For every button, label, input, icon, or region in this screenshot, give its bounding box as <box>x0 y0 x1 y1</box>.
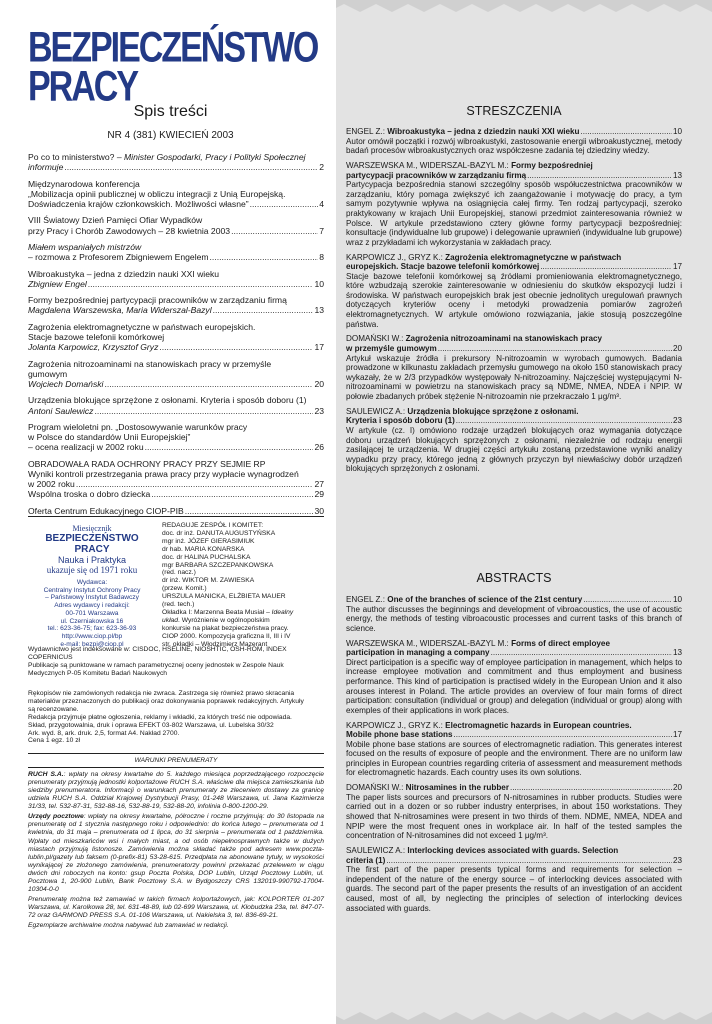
toc-text: OBRADOWAŁA RADA OCHRONY PRACY PRZY SEJMIE RP <box>28 458 266 469</box>
divider <box>28 753 324 754</box>
entry-abstract: The first part of the paper presents typical forms and requirements for selection – independent of the nature of the energy source – of interlocking devices associated with guards. The second part of the paper presents the results of an investigation of an accident caused, most of all, by neglecting the principles of selection of interlocking devices associated with guards. <box>346 865 682 913</box>
abstract-entry[interactable] <box>346 639 682 716</box>
toc-text: Wibroakustyka – jedna z dziedzin nauki XXI wieku <box>28 268 220 279</box>
toc-text: – ocena realizacji w 2002 roku <box>28 442 144 453</box>
entry-title: partycypacji pracowników w zarządzaniu firmą <box>346 170 527 180</box>
subscription-heading: WARUNKI PRENUMERATY <box>134 757 218 764</box>
entry-title: Wibroakustyka – jedna z dziedzin nauki XXI wieku <box>387 127 580 136</box>
toc-text: informuje <box>28 162 64 173</box>
contents-title: Spis treści <box>133 103 208 120</box>
editorial-line: Okładka I: Marzenna Beata Musiał – <box>162 608 272 616</box>
subscription-paragraph <box>28 813 324 894</box>
subscription-text: : wpłaty na okresy kwartalne do 5. każdego miesiąca poprzedzającego rozpoczęcie prenumeraty przyjmują jednostki kolportażowe RUCH S.A. właściwe dla miejsca zamieszkania lub siedziby prenumeratora. Informacji o warunkach prenumeraty ze zleceniem dostawy za granicę udziela RUCH S.A. Oddział Krajowej Dystrybucji Prasy, 01-248 Warszawa, ul. Jana Kazimierza 31/33, tel. 532-87-31, 532-88-16, 532-88-19, 532-88-20, infolinia 0-800-1200-29. <box>28 771 324 811</box>
entry-page: 13 <box>672 170 682 180</box>
entry-title: Interlocking devices associated with guards. Selection <box>407 846 619 855</box>
magazine-logo <box>28 24 318 111</box>
entry-page: 23 <box>672 416 682 426</box>
toc-page: 30 <box>314 505 324 516</box>
editorial-line: (przew. Komit.) <box>162 585 207 593</box>
editorial-line: . Wyróżnienie w ogólnopolskim <box>178 616 270 624</box>
entry-page: 20 <box>672 344 682 354</box>
toc-item[interactable] <box>28 242 324 262</box>
toc-text: Miałem wspaniałych mistrzów <box>28 241 142 252</box>
toc-text: Formy bezpośredniej partycypacji pracowników w zarządzaniu firmą <box>28 295 287 306</box>
toc-author: Antoni Saulewicz <box>28 405 94 416</box>
editorial-line: str. okładki – Włodzimierz Mazerant <box>162 640 268 648</box>
toc-text: Po co to ministerstwo? – <box>28 152 125 162</box>
editorial-line: REDAGUJE ZESPÓŁ I KOMITET: <box>162 522 264 529</box>
imprint-line: Adres wydawcy i redakcji: <box>54 602 130 610</box>
issue-number: NR 4 (381) KWIECIEŃ 2003 <box>107 130 234 141</box>
toc-text: – rozmowa z Profesorem Zbigniewem Engelem <box>28 252 209 263</box>
imprint-line: Nauka i Praktyka <box>57 555 127 565</box>
entry-title: One of the branches of science of the 21st century <box>387 595 583 604</box>
abstracts-list <box>346 595 682 918</box>
remarks-line: Cena 1 egz. 10 zł <box>28 737 81 745</box>
entry-abstract: Direct participation is a specific way of employee participation in management, which helps to increase employee motivation and commitment and thus employment and business performance. This kind of participation is practised widely in the European Union and it also arouses interest in Poland. The article provides an overview of four main forms of direct participation: consultation (individual or group) and delegation (individual or group) along with exemples of their applications in work places. <box>346 657 682 715</box>
toc-text: Zagrożenia elektromagnetyczne w państwach europejskich. <box>28 321 256 332</box>
imprint-line: Wydawca: <box>76 579 108 586</box>
toc-item[interactable] <box>28 422 324 453</box>
divider <box>28 516 324 517</box>
entry-abstract: W artykule (cz. I) omówiono rodzaje urządzeń blokujących oraz wymagania dotyczące doboru urządzeń blokujących sprzężonych z osłonami, niezależnie od rodzaju energii zasilającej te urządzenia. W drugiej części artykułu zostaną przedstawione wyniki analizy wypadku przy pracy, którego jedną z głównych przyczyn był niewłaściwy dobór urządzeń blokujących sprzężonych z osłonami. <box>346 425 682 474</box>
toc-item[interactable] <box>28 269 324 289</box>
imprint-line: ukazuje się od 1971 roku <box>46 565 138 575</box>
entry-abstract: Stacje bazowe telefonii komórkowej są źródłami promieniowania elektromagnetycznego, które wzbudzają szerokie zainteresowanie w odniesieniu do skutków ekspozycji ludzi i środowiska. W państwach europejskich brak jest obecnie jednolitych uregulowań prawnych dotyczących kryteriów oceny i metodyki prowadzenia pomiarów zagrożeń elektromagnetycznych. W artykule omówiono rozwiązania, jakie stosują poszczególne państwa. <box>346 271 682 329</box>
toc-item[interactable] <box>28 215 324 235</box>
editorial-board <box>162 522 328 649</box>
toc-text: Urządzenia blokujące sprzężone z osłonami. Kryteria i sposób doboru (1) <box>28 395 307 406</box>
toc-text: w Polsce do standardów Unii Europejskiej” <box>28 432 191 443</box>
editorial-line: Idealny <box>271 608 294 616</box>
editorial-line: URSZULA MANICKA, ELŻBIETA MAUER <box>162 593 286 601</box>
entry-authors: KARPOWICZ J., GRYZ K.: <box>346 720 446 730</box>
entry-title: Zagrożenia elektromagnetyczne w państwach <box>445 252 622 262</box>
remarks-line: Redakcja przyjmuje płatne ogłoszenia, reklamy i wkładki, za których treść nie odpowiada. <box>28 713 292 721</box>
entry-abstract: Partycypacja bezpośrednia stanowi szczególny sposób współuczestnictwa pracowników w zarządzaniu, który pomaga zwiększyć ich zaangażowanie i motywację do pracy, a tym samym pozytywnie wpływa na osiągnięcia całej firmy. Ten rodzaj partycypacji, szeroko praktykowany w krajach Unii Europejskiej, stanowi przedmiot zainteresowania również w Polsce. W artykule przedstawiono cztery główne formy partycypacji bezpośredniej: konsultacje (indywidualne lub grupowe) i delegowanie uprawnień (indywidualne lub grupowe) wraz z przykładami ich wykorzystania w zakładach pracy. <box>346 180 682 247</box>
abstract-entry[interactable] <box>346 334 682 401</box>
entry-authors: SAULEWICZ A.: <box>346 846 408 855</box>
toc-text: Zagrożenia nitrozoaminami na stanowiskach pracy w przemyśle <box>28 358 272 369</box>
subscription-paragraph <box>28 771 324 811</box>
toc-text: Program wieloletni pn. „Dostosowywanie warunków pracy <box>28 421 248 432</box>
subscription-text: : wpłaty na okresy kwartalne, półroczne i roczne przyjmują: do 30 listopada na prenumeratę od 1 stycznia następnego roku i odpowiednio: do końca lutego – prenumerata od 1 kwietnia, do 31 maja – prenumerata od 1 lipca, do 31 sierpnia – prenumerata od 1 października. Wpłaty od mieszkańców wsi i małych miast, a od osób niepełnosprawnych także w dużych miastach przyjmują listonosze. Zamówienia można składać także pod adresem www.poczta-lublin.pl/gazety lub faksem (0-prefix-81) 53-28-615. Przedpłata na abonowane tytuły, w wysokości wynikającej ze złożonego zamówienia, prenumeratorzy powinni przekazać przelewem w ciągu dwóch dni roboczych na konto: gsup Poczta Polska, DOP Lublin, Urząd Pocztowy Lublin, ul. Pocztowa 1, 20-900 Lublin, Bank Pocztowy S.A. w Bydgoszczy CRS 132019-990792-17004-10304-0-0 <box>28 813 324 894</box>
entry-authors: WARSZEWSKA M., WIDERSZAL-BAZYL M.: <box>346 638 512 648</box>
toc-text: Międzynarodowa konferencja <box>28 178 140 189</box>
indexing-line: COPERNICUS <box>28 653 73 661</box>
editorial-line: doc. dr inż. DANUTA AUGUSTYŃSKA <box>162 529 276 537</box>
imprint-website-link[interactable]: http://www.ciop.pl/bp <box>61 632 123 640</box>
entry-abstract: Mobile phone base stations are sources of electromagnetic radiation. This generates interest focused on the results of exposure of people and the environment. There are no uniform law principles in European countries regarding criteria of assessment and measurement methods for electromagnetic hazards. Each country uses its own solutions. <box>346 739 682 778</box>
entry-title: Urządzenia blokujące sprzężone z osłonami. <box>407 406 579 416</box>
toc-page: 7 <box>319 225 324 236</box>
imprint-line: Centralny Instytut Ochrony Pracy <box>43 586 141 594</box>
entry-page: 17 <box>672 262 682 272</box>
toc-page: 20 <box>314 378 324 389</box>
entry-title: Zagrożenia nitrozoaminami na stanowiskach pracy <box>405 334 603 344</box>
indexing-line: Medycznych P-05 Komitetu Badań Naukowych <box>28 669 168 677</box>
toc-author: Magdalena Warszewska, Maria Widerszal-Bazyl <box>28 305 212 316</box>
toc-page: 13 <box>314 305 324 316</box>
entry-abstract: The paper lists sources and precursors of N-nitrosamines in rubber products. Studies were carried out in a dozen or so rubber industry enterprises, in about 150 workstations. They showed that N-nitrosamines were present in two thirds of them. NDME, NMEA, NDEA and NPIP were the most frequent ones in workplace air. In half of the tested samples the concentration of N-nitrosamines did not exceed 1 μg/m³. <box>346 792 682 841</box>
entry-authors: ENGEL Z.: <box>346 595 388 604</box>
editorial-remarks <box>28 690 324 745</box>
entry-authors: DOMAŃSKI W.: <box>346 783 406 793</box>
toc-text: Doświadczenia krajów członkowskich. Możliwości własne” <box>28 199 249 209</box>
entry-page: 17 <box>672 730 682 740</box>
toc-text: Oferta Centrum Edukacyjnego CIOP-PIB <box>28 505 184 516</box>
entry-title: criteria (1) <box>346 855 386 865</box>
entry-title: Kryteria i sposób doboru (1) <box>346 416 455 426</box>
toc-item[interactable] <box>28 322 324 353</box>
toc-text: w 2002 roku <box>28 479 75 490</box>
imprint-title: BEZPIECZEŃSTWO PRACY <box>45 533 139 555</box>
entry-title: Nitrosamines in the rubber <box>405 783 509 793</box>
toc-item[interactable] <box>28 359 324 390</box>
subscription-bold: RUCH S.A. <box>28 771 64 778</box>
toc-text: Wspólna troska o dobro dziecka <box>28 489 151 500</box>
entry-authors: SAULEWICZ A.: <box>346 406 408 416</box>
editorial-line: CIOP 2000. Kompozycja graficzna II, III i IV <box>162 632 291 640</box>
abstract-entry[interactable] <box>346 846 682 913</box>
indexing-line: Wydawnictwo jest indeksowane w: CISDOC, HSELINE, NIOSHTIC, OSH-ROM, INDEX <box>28 646 287 653</box>
toc-author: Jolanta Karpowicz, Krzysztof Gryz <box>28 342 159 353</box>
entry-title: europejskich. Stacje bazowe telefonii komórkowej <box>346 262 540 272</box>
remarks-line: są recenzowane. <box>28 705 79 713</box>
editorial-line: dr hab. MARIA KONARSKA <box>162 545 245 553</box>
streszczenia-title: STRESZCZENIA <box>466 104 562 118</box>
editorial-line: dr inż. WIKTOR M. ZAWIESKA <box>162 577 255 585</box>
subscription-paragraph: Prenumeratę można też zamawiać w takich firmach kolportażowych, jak: KOLPORTER 01-207 Warszawa, ul. Karolkowa 28, tel. 631-48-89, lub 02-699 Warszawa, ul. Kłobudzka 23a, tel. 847-07-72 oraz GARMOND PRESS S.A. 01-106 Warszawa, ul. Nakielska 3, tel. 836-69-21. <box>28 896 324 920</box>
remarks-line: Skład, przygotowalnia, druk i oprawa EFEKT 03-802 Warszawa, ul. Lubelska 30/32 <box>28 721 274 729</box>
toc-item[interactable] <box>28 395 324 415</box>
toc-page: 26 <box>314 442 324 453</box>
indexing-info <box>28 646 324 678</box>
abstract-entry[interactable] <box>346 721 682 779</box>
toc-page: 27 <box>314 479 324 490</box>
abstract-entry[interactable] <box>346 253 682 330</box>
entry-page: 20 <box>672 783 682 793</box>
toc-page: 8 <box>319 252 324 263</box>
entry-authors: WARSZEWSKA M., WIDERSZAL-BAZYL M.: <box>346 160 512 170</box>
toc-text: VIII Światowy Dzień Pamięci Ofiar Wypadków <box>28 215 203 226</box>
remarks-line: Ark. wyd. 8, ark. druk. 2,5, format A4. Nakład 2700. <box>28 729 180 737</box>
entry-page: 10 <box>672 127 682 136</box>
editorial-line: mgr BARBARA SZCZEPANKOWSKA <box>162 561 274 569</box>
toc-text: „Mobilizacja opinii publicznej w obliczu integracji z Unią Europejską. <box>28 188 286 199</box>
abstract-entry[interactable] <box>346 407 682 474</box>
entry-authors: DOMAŃSKI W.: <box>346 334 406 344</box>
publisher-imprint <box>28 524 156 648</box>
editorial-line: mgr inż. JÓZEF GIERASIMIUK <box>162 537 255 545</box>
toc-text: Wyniki kontroli przestrzegania prawa pracy przy wypłacie wynagrodzeń <box>28 468 299 479</box>
editorial-line: konkursie na plakat bezpieczeństwa pracy. <box>162 624 289 632</box>
toc-page: 4 <box>319 199 324 209</box>
toc-page: 17 <box>314 342 324 353</box>
toc-item[interactable] <box>28 179 324 210</box>
toc-author: Zbigniew Engel <box>28 278 87 289</box>
indexing-line: Publikacje są punktowane w ramach parametrycznej oceny jednostek w Zespole Nauk <box>28 661 284 669</box>
abstract-entry[interactable] <box>346 595 682 633</box>
streszczenia-list <box>346 127 682 479</box>
subscription-paragraph: Egzemplarze archiwalne można nabywać lub zamawiać w redakcji. <box>28 922 229 930</box>
toc-page: 29 <box>314 489 324 500</box>
toc-page: 23 <box>314 405 324 416</box>
editorial-line: układ <box>162 616 178 624</box>
entry-title: Mobile phone base stations <box>346 730 453 740</box>
entry-title: w przemyśle gumowym <box>346 344 437 354</box>
logo-line-2: PRACY <box>28 62 138 111</box>
toc-text: gumowym <box>28 368 68 379</box>
entry-title: Forms of direct employee <box>511 638 610 648</box>
imprint-line: – Państwowy Instytut Badawczy <box>45 594 139 602</box>
entry-page: 13 <box>672 648 682 658</box>
entry-authors: KARPOWICZ J., GRYZ K.: <box>346 252 446 262</box>
table-of-contents <box>28 152 324 522</box>
entry-title: Electromagnetic hazards in European countries. <box>445 720 632 730</box>
toc-author: Wojciech Domański <box>28 378 104 389</box>
abstracts-title: ABSTRACTS <box>476 571 552 585</box>
divider <box>28 767 324 768</box>
toc-item[interactable] <box>28 506 324 516</box>
entry-title: Formy bezpośredniej <box>511 160 593 170</box>
toc-text: przy Pracy i Chorób Zawodowych – 28 kwietnia 2003 <box>28 225 231 236</box>
remarks-line: materiałów przeznaczonych do publikacji oraz dokonywania poprawek redakcyjnych. Artykuły <box>28 697 304 705</box>
entry-title: participation in managing a company <box>346 648 490 658</box>
editorial-line: (red. nacz.) <box>162 569 196 577</box>
toc-text: Stacje bazowe telefonii komórkowej <box>28 331 165 342</box>
subscription-bold: Urzędy pocztowe <box>28 813 84 821</box>
imprint-line: 00-701 Warszawa <box>65 609 119 617</box>
imprint-line: ul. Czerniakowska 16 <box>60 617 124 625</box>
entry-page: 10 <box>672 595 682 604</box>
imprint-line: tel.: 623-36-75; fax: 623-36-93 <box>47 625 137 633</box>
toc-item[interactable] <box>28 152 324 172</box>
logo-line-1: BEZPIECZEŃSTWO <box>28 24 318 72</box>
toc-page: 10 <box>314 278 324 289</box>
imprint-line: Miesięcznik <box>72 524 112 533</box>
entry-page: 23 <box>672 855 682 865</box>
remarks-line: Rękopisów nie zamówionych redakcja nie zwraca. Zastrzega się również prawo skracania <box>28 690 295 697</box>
abstract-entry[interactable] <box>346 161 682 247</box>
toc-page: 2 <box>319 162 324 173</box>
abstract-entry[interactable] <box>346 783 682 841</box>
editorial-line: doc. dr HALINA PUCHALSKA <box>162 553 251 561</box>
subscription-terms <box>28 771 324 932</box>
imprint-email-link[interactable]: e-mail: bezpi@ciop.pl <box>60 640 124 648</box>
entry-abstract: Autor omówił początki i rozwój wibroakustyki, zastosowanie energii wibroakustycznej, metody badań procesów wibroakustycznych oraz współczesne zadania tej dziedziny wiedzy. <box>346 136 682 156</box>
toc-text-italic: Minister Gospodarki, Pracy i Polityki Społecznej <box>124 152 306 162</box>
toc-item[interactable] <box>28 295 324 315</box>
entry-authors: ENGEL Z.: <box>346 127 388 136</box>
abstract-entry[interactable] <box>346 127 682 156</box>
entry-abstract: The author discusses the beginnings and development of vibroacoustics, the use of acoustic energy, the methods of testing vibroacoustic processes and current tasks of this branch of science. <box>346 604 682 633</box>
toc-item[interactable] <box>28 459 324 500</box>
editorial-line: (red. tech.) <box>162 601 195 609</box>
entry-abstract: Artykuł wskazuje źródła i prekursory N-nitrozoamin w wyrobach gumowych. Badania prowadzone w kilkunastu zakładach przemysłu gumowego na około 150 stanowiskach pracy wykazały, że w 2/3 przypadków występowały N-nitrozoaminy. Najczęściej występującymi N-nitrozoaminami w powietrzu na stanowiskach pracy są NDME, NMEA, NDEA i NPIP. W połowie zbadanych próbek stężenie N-nitrozoamin nie przekraczało 1 μg/m³. <box>346 353 682 401</box>
